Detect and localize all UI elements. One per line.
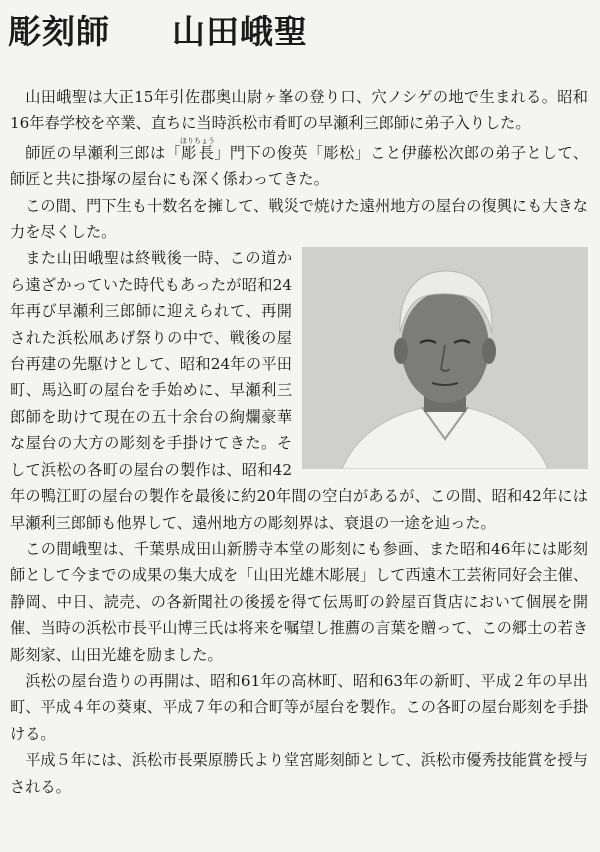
paragraph-3: この間、門下生も十数名を擁して、戦災で焼けた遠州地方の屋台の復興にも大きな力を尽くした。: [10, 196, 588, 242]
paragraph-2-after: 」門下の俊英「彫松」こと伊藤松次郎の弟子として、師匠と共に掛塚の屋台にも深く係わってきた。: [10, 143, 589, 189]
ruby-reading: ほりちょう: [180, 136, 216, 145]
portrait-photo: [302, 247, 588, 469]
paragraph-4: また山田峨聖は終戦後一時、この道から遠ざかっていた時代もあったが昭和24年再び早瀬利三郎師に迎えられて、再開された浜松凧あげ祭りの中で、戦後の屋台再建の先駆けとして、昭和24年の平田町、馬込町の屋台を手始めに、早瀬利三郎師を助けて現在の五十余台の絢爛豪華な屋台の大方の彫刻を手掛けてきた。そして浜松の各町の屋台の製作は、昭和42年の鴨江町の屋台の製作を最後に約20年間の空白があるが、この間、昭和42年には早瀬利三郎師も他界して、遠州地方の彫刻界は、衰退の一途を辿った。: [10, 249, 588, 532]
paragraph-2-before: 師匠の早瀬利三郎は「: [25, 143, 182, 162]
ruby-horicho: [180, 136, 216, 162]
ruby-base: 彫長: [180, 143, 216, 162]
portrait-illustration: [302, 247, 588, 469]
paragraph-5: この間峨聖は、千葉県成田山新勝寺本堂の彫刻にも参画、また昭和46年には彫刻師として今までの成果の集大成を「山田光雄木彫展」して西遠木工芸術同好会主催、静岡、中日、読売、の各新聞社の後援を得て伝馬町の鈴屋百貨店において個展を開催、当時の浜松市長平山博三氏は将来を嘱望し推薦の言葉を贈って、この郷土の若き彫刻家、山田光雄を励ました。: [10, 539, 588, 664]
paragraph-6: 浜松の屋台造りの再開は、昭和61年の高林町、昭和63年の新町、平成２年の早出町、平成４年の葵東、平成７年の和合町等が屋台を製作。この各町の屋台彫刻を手掛ける。: [10, 671, 588, 743]
paragraph-7: 平成５年には、浜松市長栗原勝氏より堂宮彫刻師として、浜松市優秀技能賞を授与される。: [10, 751, 588, 796]
paragraph-1: 山田峨聖は大正15年引佐郡奥山尉ヶ峯の登り口、穴ノシゲの地で生まれる。昭和16年春学校を卒業、直ちに当時浜松市肴町の早瀬利三郎師に弟子入りした。: [10, 88, 588, 133]
page-title: [8, 6, 308, 53]
title-role: 彫刻師: [8, 12, 110, 51]
paragraph-2: [10, 137, 588, 193]
article-body: [10, 84, 588, 800]
title-name: 山田峨聖: [172, 12, 308, 51]
